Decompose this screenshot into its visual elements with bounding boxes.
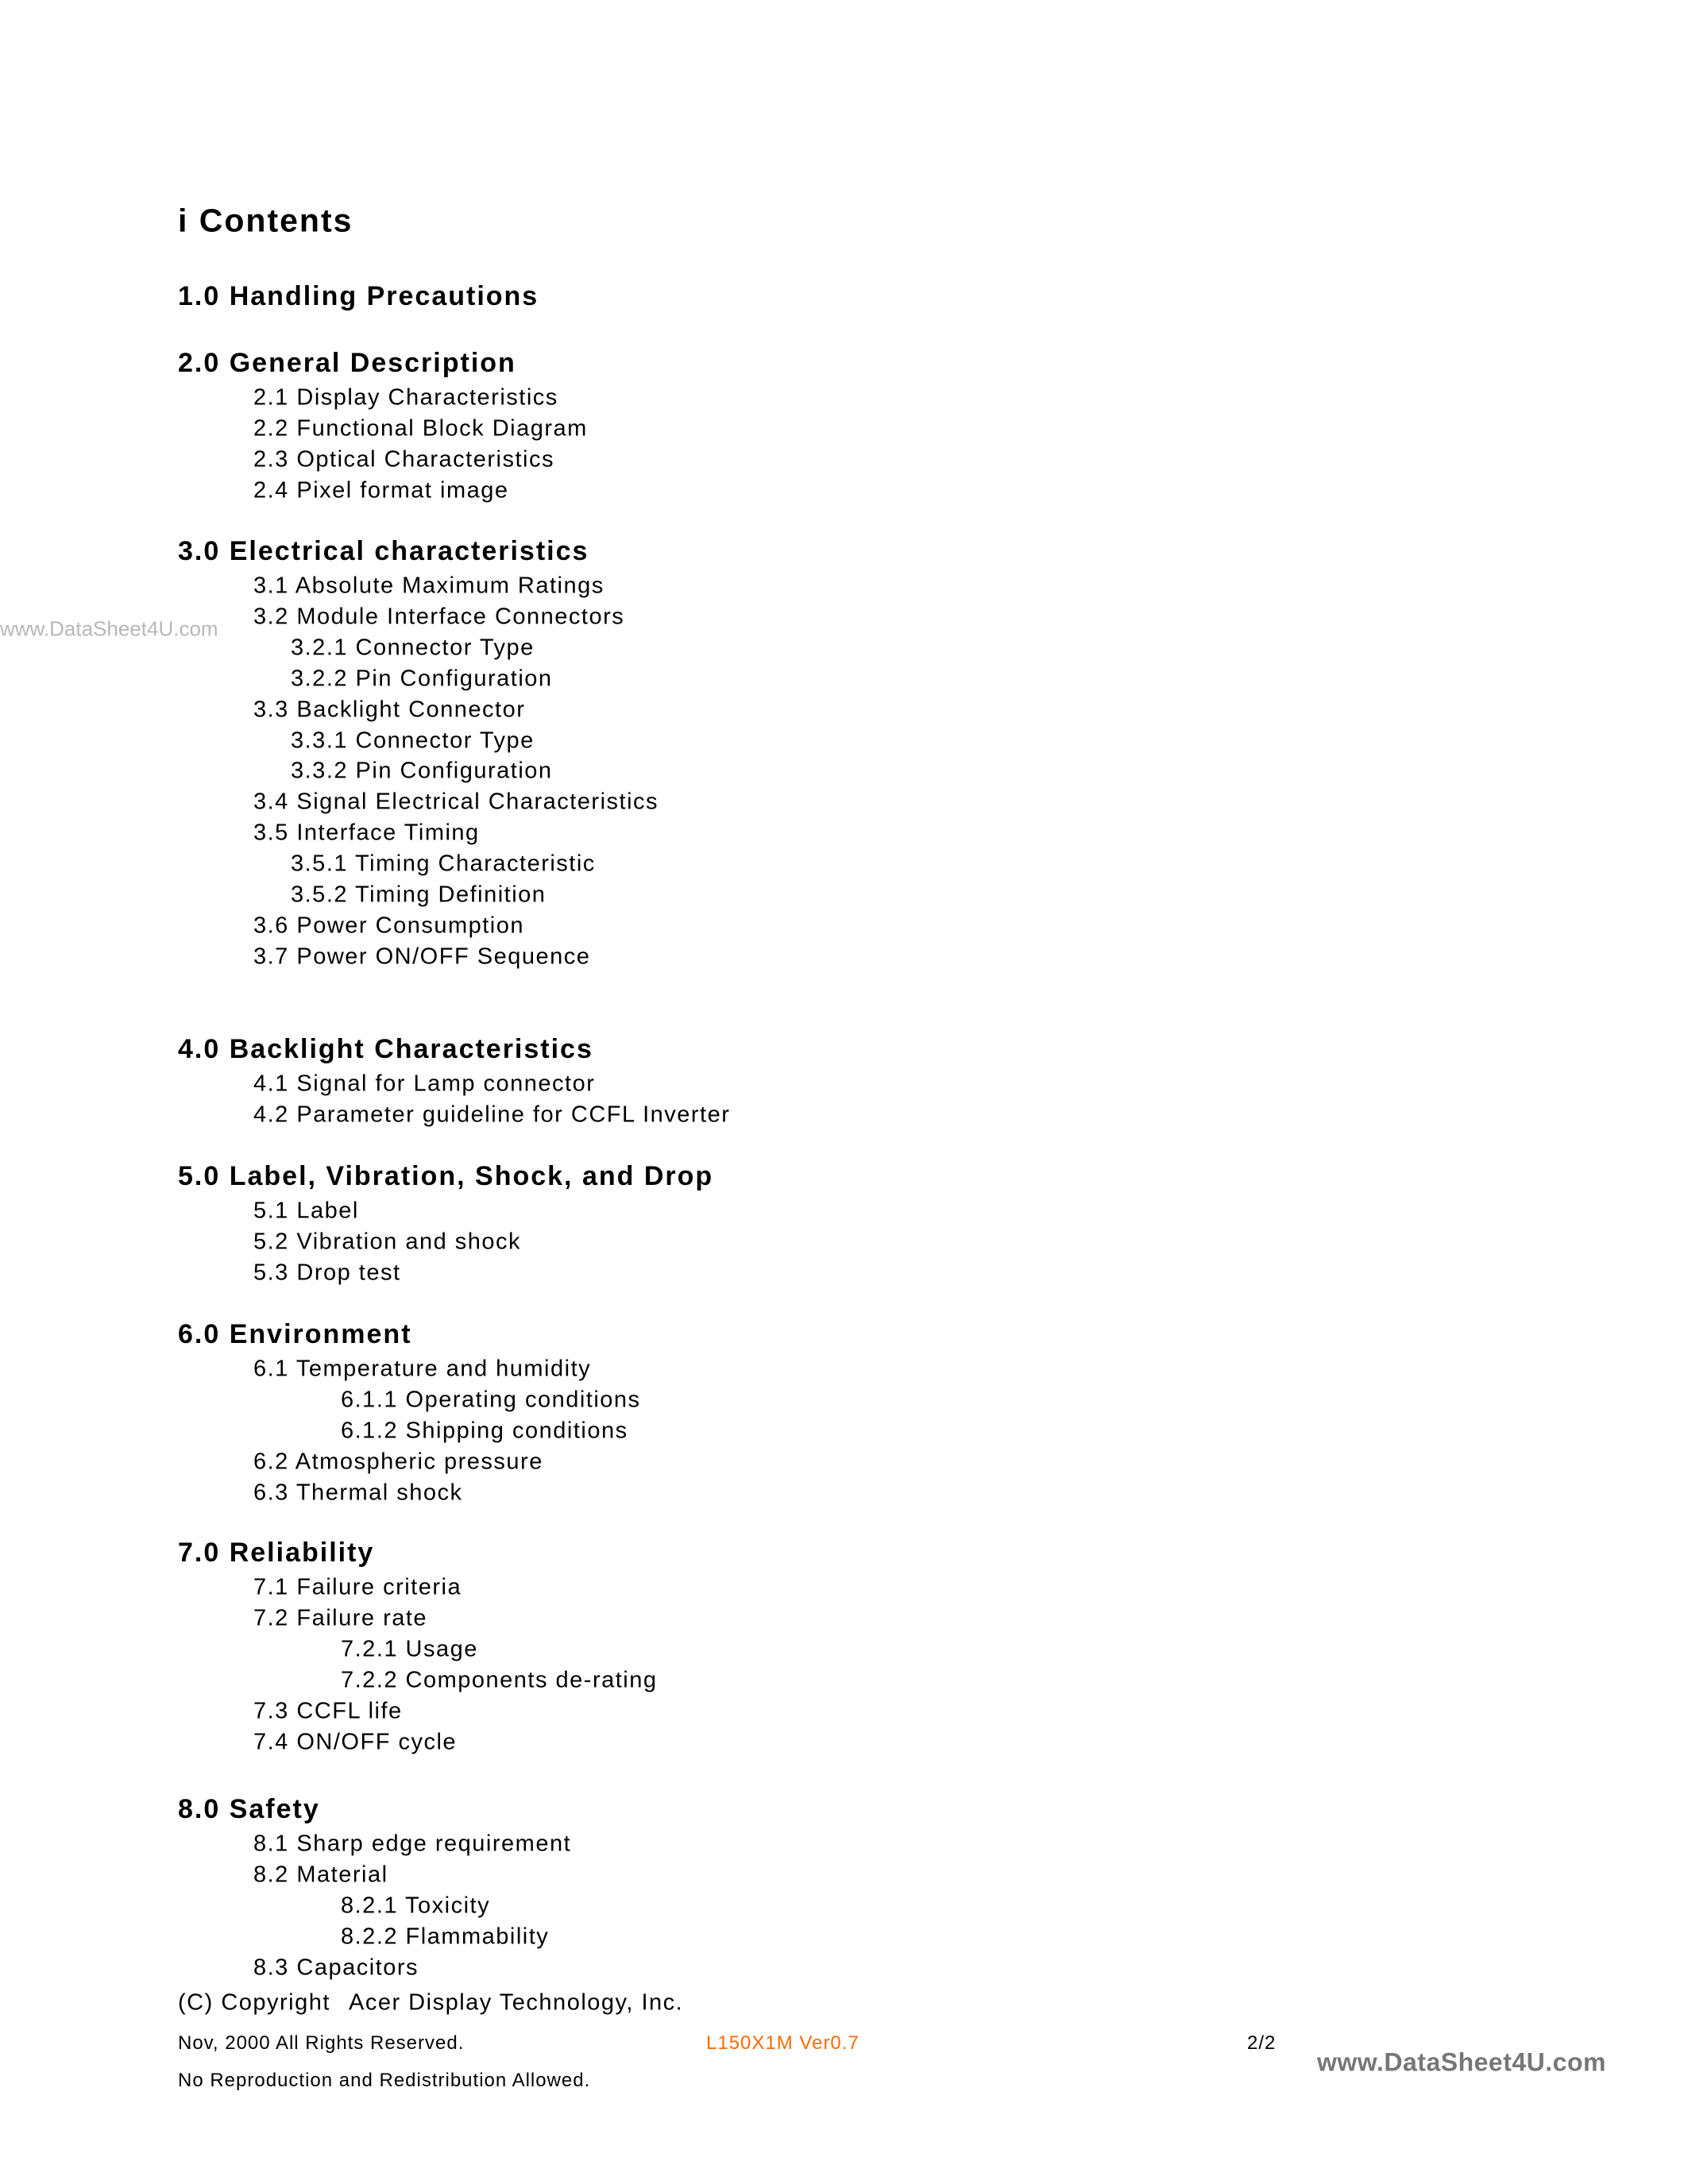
toc-item: 8.3 Capacitors — [253, 1954, 419, 1981]
model-version: L150X1M Ver0.7 — [706, 2032, 859, 2054]
toc-item: 5.3 Drop test — [253, 1260, 401, 1286]
toc-item: 6.3 Thermal shock — [253, 1480, 463, 1506]
reproduction-notice: No Reproduction and Redistribution Allowed. — [178, 2070, 591, 2091]
toc-item: 3.4 Signal Electrical Characteristics — [253, 789, 659, 815]
toc-item: 8.2.2 Flammability — [341, 1924, 550, 1950]
toc-item: 7.2.2 Components de-rating — [341, 1667, 658, 1693]
page-title: i Contents — [178, 202, 353, 239]
toc-item: 2.1 Display Characteristics — [253, 384, 558, 411]
toc-item: 3.2 Module Interface Connectors — [253, 604, 625, 630]
toc-item: 3.7 Power ON/OFF Sequence — [253, 943, 591, 970]
toc-item: 2.2 Functional Block Diagram — [253, 415, 588, 442]
company-name: Acer Display Technology, Inc. — [349, 1989, 684, 2016]
toc-item: 6.1 Temperature and humidity — [253, 1356, 592, 1382]
toc-item: 3.1 Absolute Maximum Ratings — [253, 573, 605, 599]
toc-item: 8.2 Material — [253, 1862, 388, 1888]
watermark-bottom: www.DataSheet4U.com — [1317, 2047, 1606, 2077]
toc-item: 7.2.1 Usage — [341, 1636, 478, 1662]
toc-item: 8.2.1 Toxicity — [341, 1893, 491, 1919]
toc-item: 3.3.1 Connector Type — [291, 727, 535, 753]
toc-item: 3.5 Interface Timing — [253, 820, 480, 846]
watermark-left: www.DataSheet4U.com — [0, 616, 218, 641]
section-heading: 7.0 Reliability — [178, 1538, 375, 1568]
toc-item: 5.1 Label — [253, 1198, 359, 1224]
toc-item: 7.4 ON/OFF cycle — [253, 1729, 458, 1754]
section-heading: 1.0 Handling Precautions — [178, 281, 539, 311]
section-heading: 8.0 Safety — [178, 1794, 320, 1824]
page-number: 2/2 — [1247, 2032, 1277, 2054]
toc-item: 3.5.2 Timing Definition — [291, 882, 547, 908]
copyright-label: (C) Copyright — [178, 1989, 330, 2016]
toc-item: 3.5.1 Timing Characteristic — [291, 851, 596, 877]
rights-text: Nov, 2000 All Rights Reserved. — [178, 2032, 465, 2054]
toc-item: 4.2 Parameter guideline for CCFL Inverter — [253, 1102, 731, 1128]
section-heading: 5.0 Label, Vibration, Shock, and Drop — [178, 1161, 714, 1191]
toc-item: 5.2 Vibration and shock — [253, 1229, 522, 1255]
section-heading: 3.0 Electrical characteristics — [178, 536, 589, 566]
toc-item: 6.1.1 Operating conditions — [341, 1387, 641, 1413]
toc-item: 7.1 Failure criteria — [253, 1574, 462, 1600]
section-heading: 4.0 Backlight Characteristics — [178, 1034, 593, 1064]
toc-item: 7.3 CCFL life — [253, 1698, 403, 1724]
toc-item: 3.3 Backlight Connector — [253, 696, 526, 723]
toc-item: 4.1 Signal for Lamp connector — [253, 1071, 596, 1097]
toc-item: 6.1.2 Shipping conditions — [341, 1418, 628, 1444]
section-heading: 6.0 Environment — [178, 1319, 412, 1349]
toc-item: 2.3 Optical Characteristics — [253, 446, 554, 473]
toc-item: 3.2.1 Connector Type — [291, 635, 535, 661]
toc-item: 3.6 Power Consumption — [253, 913, 524, 939]
toc-item: 3.3.2 Pin Configuration — [291, 758, 553, 784]
section-heading: 2.0 General Description — [178, 348, 516, 378]
toc-item: 3.2.2 Pin Configuration — [291, 666, 553, 692]
toc-item: 2.4 Pixel format image — [253, 477, 509, 504]
toc-item: 8.1 Sharp edge requirement — [253, 1831, 572, 1857]
toc-item: 6.2 Atmospheric pressure — [253, 1449, 543, 1475]
toc-item: 7.2 Failure rate — [253, 1605, 428, 1631]
